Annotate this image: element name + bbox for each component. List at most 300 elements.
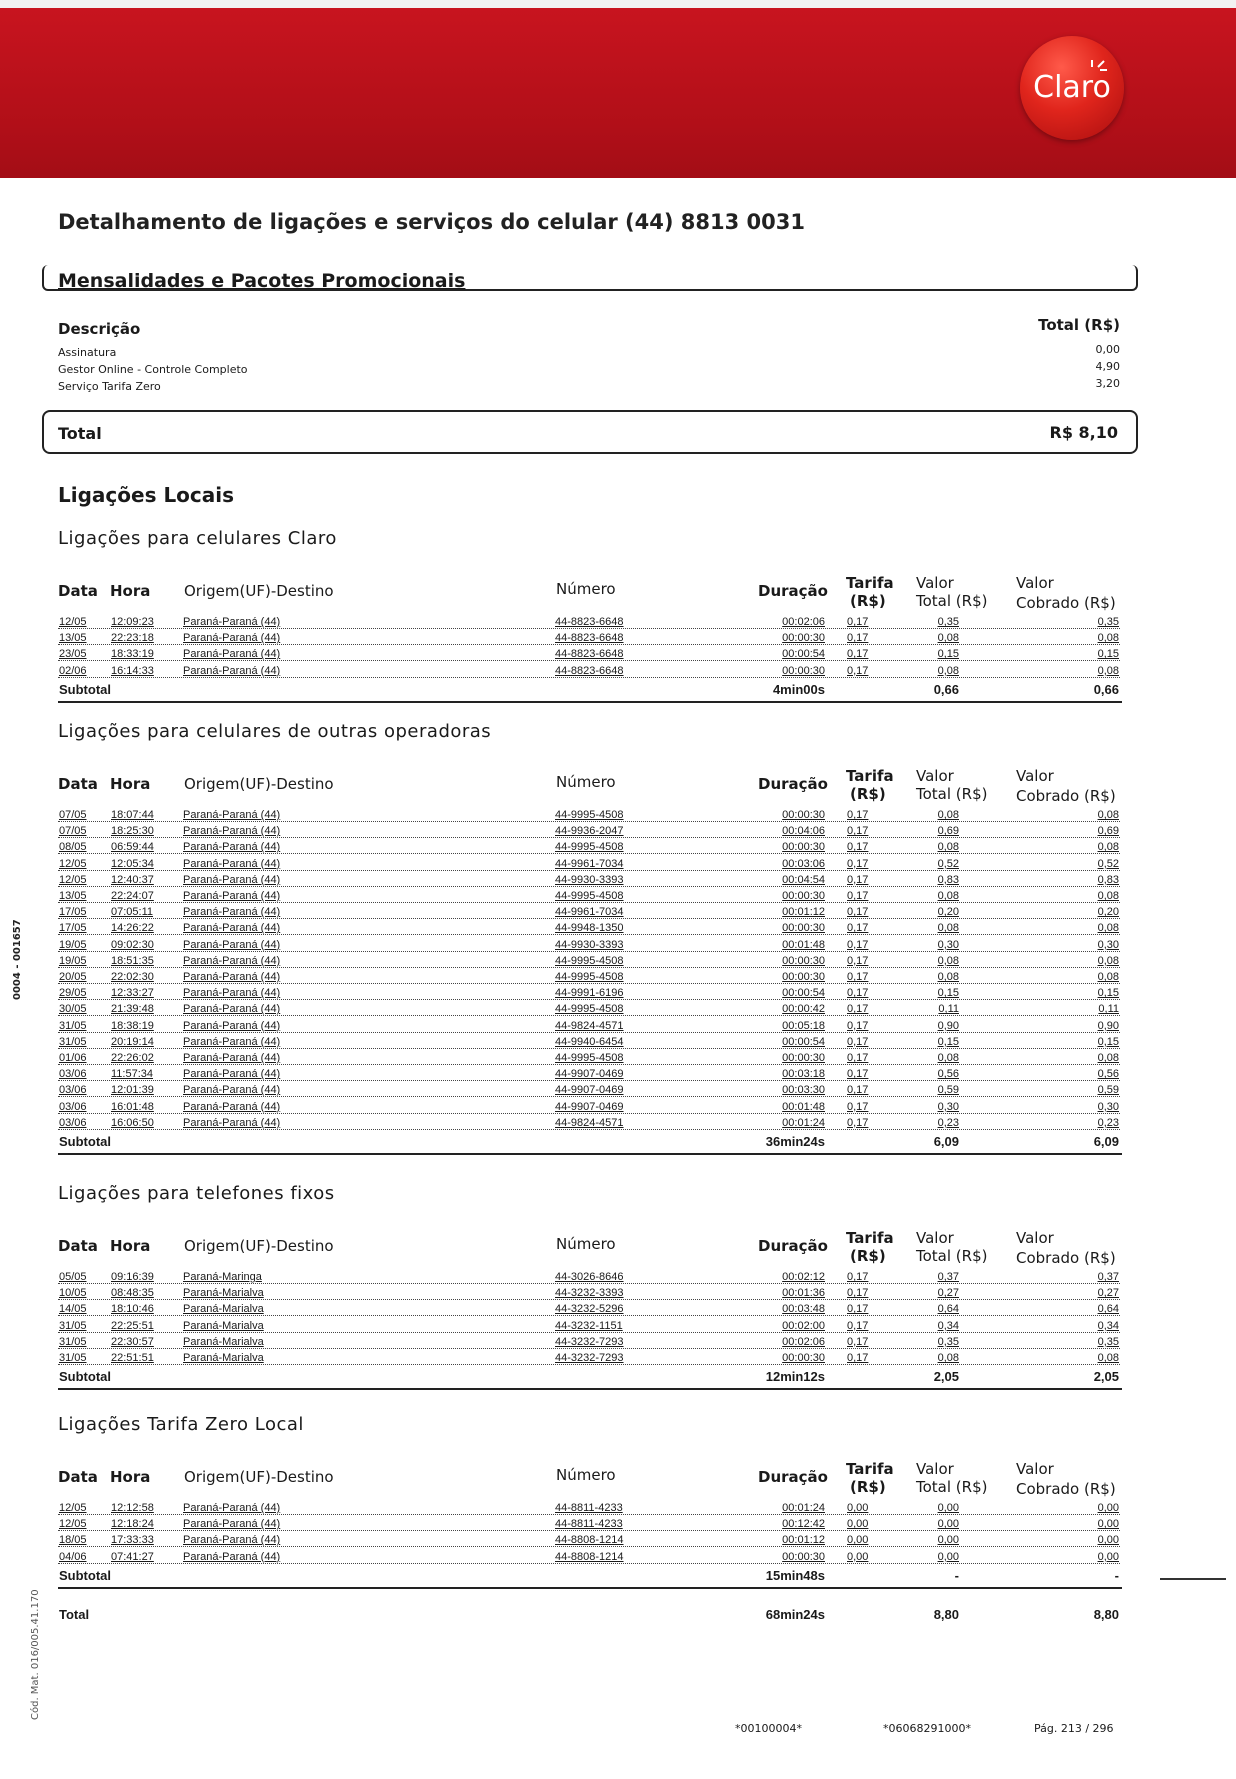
header-valor-cobrado: Valor (1016, 1460, 1054, 1478)
header-origem: Origem(UF)-Destino (184, 1468, 334, 1486)
subtotal-row (58, 682, 1120, 700)
subtotal-label: Subtotal (59, 1134, 111, 1149)
call-total-value: 0,08 (937, 632, 959, 645)
dotted-leader (58, 983, 1120, 984)
subtotal-row (58, 1369, 1120, 1387)
call-date: 03/06 (59, 1100, 87, 1113)
call-date: 12/05 (59, 1502, 87, 1514)
subtotal-charged-value: 2,05 (1093, 1369, 1119, 1385)
call-number: 44-9824-4571 (555, 1019, 624, 1032)
header-tarifa: Tarifa (846, 574, 894, 592)
call-duration: 00:03:48 (782, 1303, 825, 1316)
call-date: 12/05 (59, 616, 87, 628)
call-time: 08:48:35 (111, 1287, 154, 1300)
call-tariff: 0,17 (847, 664, 869, 677)
call-date: 12/05 (59, 873, 87, 886)
mens-item-value: 3,20 (1095, 377, 1120, 390)
col-descricao: Descrição (58, 320, 141, 338)
call-tariff: 0,17 (847, 857, 869, 870)
call-duration: 00:00:54 (782, 987, 825, 1000)
call-origin-destination: Paraná-Paraná (44) (183, 938, 281, 951)
call-tariff: 0,17 (847, 616, 869, 628)
call-tariff: 0,17 (847, 809, 869, 821)
call-number: 44-8823-6648 (555, 664, 624, 677)
header-origem: Origem(UF)-Destino (184, 775, 334, 793)
header-duracao: Duração (758, 1468, 828, 1486)
call-charged-value: 0,08 (1097, 971, 1119, 983)
call-duration: 00:00:30 (782, 841, 825, 854)
call-charged-value: 0,34 (1097, 1319, 1119, 1332)
call-total-value: 0,08 (937, 664, 959, 677)
call-duration: 00:12:42 (782, 1518, 825, 1531)
table-row (58, 1084, 1120, 1100)
call-duration: 00:00:54 (782, 1035, 825, 1048)
call-date: 17/05 (59, 906, 87, 919)
table-row (58, 1052, 1120, 1068)
call-number: 44-9995-4508 (555, 971, 624, 983)
call-date: 18/05 (59, 1534, 87, 1547)
dotted-leader (58, 1096, 1120, 1097)
call-origin-destination: Paraná-Paraná (44) (183, 825, 281, 838)
call-tariff: 0,00 (847, 1550, 869, 1563)
call-charged-value: 0,56 (1097, 1068, 1119, 1081)
call-charged-value: 0,11 (1098, 1003, 1119, 1016)
header-data: Data (58, 1468, 98, 1486)
call-total-value: 0,52 (937, 857, 959, 870)
call-date: 20/05 (59, 971, 87, 983)
call-origin-destination: Paraná-Paraná (44) (183, 890, 281, 902)
dotted-leader (58, 918, 1120, 919)
call-time: 07:41:27 (111, 1550, 154, 1563)
call-tariff: 0,00 (847, 1534, 869, 1547)
dotted-leader (58, 886, 1120, 887)
call-charged-value: 0,00 (1097, 1502, 1119, 1514)
call-time: 09:16:39 (111, 1271, 154, 1283)
dotted-leader (58, 1015, 1120, 1016)
call-origin-destination: Paraná-Marialva (183, 1352, 264, 1364)
call-charged-value: 0,15 (1097, 648, 1119, 661)
call-number: 44-9948-1350 (555, 922, 624, 935)
header-valor-cobrado-unit: Cobrado (R$) (1016, 787, 1116, 805)
dotted-leader (58, 1348, 1120, 1349)
call-charged-value: 0,00 (1097, 1534, 1119, 1547)
call-charged-value: 0,52 (1097, 857, 1119, 870)
call-origin-destination: Paraná-Paraná (44) (183, 841, 281, 854)
call-origin-destination: Paraná-Paraná (44) (183, 1003, 281, 1016)
call-origin-destination: Paraná-Paraná (44) (183, 1550, 281, 1563)
header-hora: Hora (110, 1237, 151, 1255)
subtotal-row (58, 1134, 1120, 1152)
call-number: 44-9995-4508 (555, 841, 624, 854)
call-tariff: 0,17 (847, 825, 869, 838)
mens-item-value: 4,90 (1095, 360, 1120, 373)
call-tariff: 0,17 (847, 922, 869, 935)
call-time: 14:26:22 (111, 922, 154, 935)
call-number: 44-9824-4571 (555, 1116, 624, 1129)
subtotal-duration: 4min00s (772, 681, 825, 697)
call-origin-destination: Paraná-Paraná (44) (183, 1084, 281, 1097)
subtotal-label: Subtotal (59, 1369, 111, 1385)
subtotal-row (58, 1568, 1120, 1586)
call-origin-destination: Paraná-Paraná (44) (183, 1035, 281, 1048)
call-total-value: 0,11 (938, 1003, 959, 1016)
call-duration: 00:00:30 (782, 922, 825, 935)
call-total-value: 0,20 (937, 906, 959, 919)
dotted-leader (58, 999, 1120, 1000)
call-charged-value: 0,35 (1097, 616, 1119, 628)
call-duration: 00:02:06 (782, 616, 825, 628)
call-charged-value: 0,69 (1097, 825, 1119, 838)
header-tarifa: Tarifa (846, 1229, 894, 1247)
call-date: 13/05 (59, 632, 87, 645)
call-total-value: 0,23 (937, 1116, 959, 1129)
call-duration: 00:00:30 (782, 890, 825, 902)
dotted-leader (58, 1514, 1120, 1515)
call-total-value: 0,00 (937, 1502, 959, 1514)
mens-item-desc: Gestor Online - Controle Completo (58, 363, 248, 376)
call-duration: 00:01:24 (782, 1502, 825, 1514)
call-number: 44-9936-2047 (555, 825, 624, 838)
table-row (58, 890, 1120, 906)
call-time: 22:23:18 (111, 632, 154, 645)
call-duration: 00:00:30 (782, 954, 825, 967)
call-origin-destination: Paraná-Paraná (44) (183, 873, 281, 886)
call-total-value: 0,08 (937, 954, 959, 967)
call-time: 12:05:34 (111, 857, 154, 870)
call-duration: 00:00:42 (782, 1003, 825, 1016)
dotted-leader (58, 821, 1120, 822)
call-date: 12/05 (59, 857, 87, 870)
mens-item-desc: Assinatura (58, 346, 117, 359)
table-row (58, 971, 1120, 987)
call-tariff: 0,17 (847, 1100, 869, 1113)
subtotal-charged-value: - (1114, 1567, 1119, 1583)
table-row (58, 955, 1120, 971)
call-number: 44-8823-6648 (555, 648, 624, 661)
call-date: 01/06 (59, 1052, 87, 1064)
call-time: 18:38:19 (111, 1019, 154, 1032)
call-date: 03/06 (59, 1068, 87, 1081)
table-row (58, 858, 1120, 874)
call-number: 44-9907-0469 (555, 1100, 624, 1113)
call-duration: 00:00:54 (782, 648, 825, 661)
call-duration: 00:05:18 (782, 1019, 825, 1032)
call-origin-destination: Paraná-Marialva (183, 1335, 264, 1348)
call-charged-value: 0,64 (1097, 1303, 1119, 1316)
edge-mark (1160, 1578, 1226, 1580)
call-tariff: 0,17 (847, 1271, 869, 1283)
table-row (58, 906, 1120, 922)
call-charged-value: 0,30 (1097, 1100, 1119, 1113)
call-total-value: 0,08 (937, 1352, 959, 1364)
dotted-leader (58, 1080, 1120, 1081)
call-duration: 00:01:12 (782, 906, 825, 919)
call-time: 18:25:30 (111, 825, 154, 838)
call-tariff: 0,17 (847, 954, 869, 967)
call-charged-value: 0,27 (1097, 1287, 1119, 1300)
dotted-leader (58, 677, 1120, 678)
call-total-value: 0,27 (937, 1287, 959, 1300)
call-charged-value: 0,20 (1097, 906, 1119, 919)
call-number: 44-9995-4508 (555, 954, 624, 967)
header-tarifa-unit: (R$) (850, 592, 886, 610)
call-duration: 00:04:06 (782, 825, 825, 838)
dotted-leader (58, 1364, 1120, 1365)
mensalidades-total-box (42, 410, 1138, 454)
call-total-value: 0,64 (937, 1303, 959, 1316)
top-strip (0, 0, 1236, 8)
call-charged-value: 0,08 (1097, 1052, 1119, 1064)
call-time: 18:33:19 (111, 648, 154, 661)
dotted-leader (58, 902, 1120, 903)
call-date: 30/05 (59, 1003, 87, 1016)
call-charged-value: 0,08 (1097, 922, 1119, 935)
table-row (58, 809, 1120, 825)
call-time: 12:33:27 (111, 987, 154, 1000)
table-row (58, 648, 1120, 664)
header-valor-total: Valor (916, 767, 954, 785)
call-total-value: 0,00 (937, 1550, 959, 1563)
call-time: 09:02:30 (111, 938, 154, 951)
section-subtitle: Ligações para celulares de outras operadoras (58, 721, 492, 742)
call-number: 44-8823-6648 (555, 616, 624, 628)
batch-code: 0004 - 001657 (12, 919, 23, 1000)
call-tariff: 0,17 (847, 938, 869, 951)
call-date: 31/05 (59, 1352, 87, 1364)
call-duration: 00:00:30 (782, 809, 825, 821)
call-origin-destination: Paraná-Paraná (44) (183, 632, 281, 645)
table-row (58, 1271, 1120, 1287)
dotted-leader (58, 934, 1120, 935)
table-row (58, 1003, 1120, 1019)
call-time: 12:09:23 (111, 616, 154, 628)
dotted-leader (58, 1546, 1120, 1547)
call-time: 18:10:46 (111, 1303, 154, 1316)
header-valor-total-unit: Total (R$) (916, 1478, 988, 1496)
call-tariff: 0,17 (847, 971, 869, 983)
header-tarifa-unit: (R$) (850, 1478, 886, 1496)
call-duration: 00:03:30 (782, 1084, 825, 1097)
header-hora: Hora (110, 775, 151, 793)
call-total-value: 0,35 (937, 616, 959, 628)
header-tarifa: Tarifa (846, 767, 894, 785)
grand-total-value: 8,80 (933, 1607, 959, 1622)
call-time: 06:59:44 (111, 841, 154, 854)
call-origin-destination: Paraná-Paraná (44) (183, 1052, 281, 1064)
call-total-value: 0,15 (937, 1035, 959, 1048)
table-row (58, 1336, 1120, 1352)
table-row (58, 1551, 1120, 1567)
subtotal-total-value: - (954, 1567, 959, 1583)
header-valor-cobrado: Valor (1016, 1229, 1054, 1247)
total-label: Total (58, 424, 102, 443)
call-total-value: 0,30 (937, 938, 959, 951)
call-time: 11:57:34 (111, 1068, 154, 1081)
dotted-leader (58, 1032, 1120, 1033)
call-charged-value: 0,00 (1097, 1550, 1119, 1563)
table-row (58, 1020, 1120, 1036)
call-total-value: 0,35 (937, 1335, 959, 1348)
call-date: 19/05 (59, 954, 87, 967)
table-row (58, 987, 1120, 1003)
table-row (58, 841, 1120, 857)
call-date: 31/05 (59, 1019, 87, 1032)
call-tariff: 0,17 (847, 987, 869, 1000)
call-number: 44-8823-6648 (555, 632, 624, 645)
call-duration: 00:01:36 (782, 1287, 825, 1300)
dotted-leader (58, 1048, 1120, 1049)
call-tariff: 0,17 (847, 841, 869, 854)
call-total-value: 0,08 (937, 1052, 959, 1064)
call-origin-destination: Paraná-Paraná (44) (183, 616, 281, 628)
section-rule (58, 1153, 1122, 1155)
call-charged-value: 0,15 (1097, 987, 1119, 1000)
header-valor-cobrado-unit: Cobrado (R$) (1016, 1480, 1116, 1498)
call-time: 22:24:07 (111, 890, 154, 902)
call-tariff: 0,17 (847, 1052, 869, 1064)
call-total-value: 0,00 (937, 1534, 959, 1547)
call-origin-destination: Paraná-Paraná (44) (183, 1502, 281, 1514)
call-total-value: 0,34 (937, 1319, 959, 1332)
header-valor-cobrado-unit: Cobrado (R$) (1016, 1249, 1116, 1267)
subtotal-total-value: 0,66 (933, 681, 959, 697)
call-total-value: 0,15 (937, 648, 959, 661)
call-origin-destination: Paraná-Marialva (183, 1287, 264, 1300)
material-code: Cód. Mat. 016/005.41.170 (30, 1589, 41, 1720)
call-number: 44-9961-7034 (555, 857, 624, 870)
call-charged-value: 0,08 (1097, 841, 1119, 854)
call-total-value: 0,08 (937, 971, 959, 983)
call-time: 16:06:50 (111, 1116, 154, 1129)
table-row (58, 1320, 1120, 1336)
call-number: 44-9930-3393 (555, 938, 624, 951)
table-row (58, 1287, 1120, 1303)
grand-total-duration: 68min24s (765, 1607, 825, 1622)
header-numero: Número (556, 773, 616, 791)
subtotal-charged-value: 6,09 (1093, 1134, 1119, 1149)
call-tariff: 0,17 (847, 1019, 869, 1032)
header-valor-total-unit: Total (R$) (916, 785, 988, 803)
call-date: 03/06 (59, 1084, 87, 1097)
total-value: R$ 8,10 (1049, 423, 1118, 442)
call-time: 22:02:30 (111, 971, 154, 983)
call-number: 44-9995-4508 (555, 1003, 624, 1016)
call-charged-value: 0,90 (1097, 1019, 1119, 1032)
dotted-leader (58, 1530, 1120, 1531)
col-total: Total (R$) (1038, 316, 1120, 334)
subtotal-total-value: 2,05 (933, 1369, 959, 1385)
call-time: 12:01:39 (111, 1084, 154, 1097)
call-date: 31/05 (59, 1035, 87, 1048)
call-duration: 00:02:12 (782, 1271, 825, 1283)
call-tariff: 0,17 (847, 1084, 869, 1097)
header-duracao: Duração (758, 775, 828, 793)
call-time: 07:05:11 (111, 906, 154, 919)
call-tariff: 0,17 (847, 906, 869, 919)
call-duration: 00:02:00 (782, 1319, 825, 1332)
footer-code-2: *06068291000* (883, 1722, 971, 1735)
call-tariff: 0,17 (847, 648, 869, 661)
grand-total-row (58, 1607, 1120, 1627)
header-valor-total-unit: Total (R$) (916, 1247, 988, 1265)
call-time: 20:19:14 (111, 1035, 154, 1048)
call-duration: 00:01:12 (782, 1534, 825, 1547)
call-time: 22:25:51 (111, 1319, 154, 1332)
header-duracao: Duração (758, 582, 828, 600)
call-duration: 00:03:06 (782, 857, 825, 870)
call-total-value: 0,00 (937, 1518, 959, 1531)
call-time: 12:18:24 (111, 1518, 154, 1531)
call-total-value: 0,56 (937, 1068, 959, 1081)
table-row (58, 939, 1120, 955)
call-tariff: 0,17 (847, 890, 869, 902)
call-time: 12:12:58 (111, 1502, 154, 1514)
call-date: 07/05 (59, 825, 87, 838)
section-rule (58, 701, 1122, 703)
call-tariff: 0,00 (847, 1518, 869, 1531)
grand-total-charged: 8,80 (1093, 1607, 1119, 1622)
call-duration: 00:00:30 (782, 1052, 825, 1064)
call-time: 22:26:02 (111, 1052, 154, 1064)
call-date: 31/05 (59, 1335, 87, 1348)
call-tariff: 0,17 (847, 1335, 869, 1348)
call-number: 44-9907-0469 (555, 1068, 624, 1081)
call-time: 18:51:35 (111, 954, 154, 967)
header-tarifa-unit: (R$) (850, 1247, 886, 1265)
header-valor-total: Valor (916, 1229, 954, 1247)
call-time: 22:30:57 (111, 1335, 154, 1348)
call-total-value: 0,90 (937, 1019, 959, 1032)
header-valor-total: Valor (916, 1460, 954, 1478)
subtotal-duration: 12min12s (765, 1369, 825, 1385)
call-date: 08/05 (59, 841, 87, 854)
dotted-leader (58, 644, 1120, 645)
mensalidades-title: Mensalidades e Pacotes Promocionais (58, 270, 466, 292)
call-total-value: 0,08 (937, 890, 959, 902)
call-tariff: 0,17 (847, 1035, 869, 1048)
call-number: 44-3232-7293 (555, 1352, 624, 1364)
call-origin-destination: Paraná-Maringa (183, 1271, 262, 1283)
header-hora: Hora (110, 582, 151, 600)
call-charged-value: 0,08 (1097, 809, 1119, 821)
call-date: 12/05 (59, 1518, 87, 1531)
header-hora: Hora (110, 1468, 151, 1486)
header-valor-cobrado-unit: Cobrado (R$) (1016, 594, 1116, 612)
call-charged-value: 0,08 (1097, 632, 1119, 645)
call-origin-destination: Paraná-Marialva (183, 1303, 264, 1316)
page-number: Pág. 213 / 296 (1034, 1722, 1114, 1735)
call-duration: 00:00:30 (782, 1550, 825, 1563)
call-duration: 00:00:30 (782, 632, 825, 645)
call-time: 18:07:44 (111, 809, 154, 821)
call-date: 19/05 (59, 938, 87, 951)
call-number: 44-9991-6196 (555, 987, 624, 1000)
call-origin-destination: Paraná-Paraná (44) (183, 1019, 281, 1032)
mens-item-desc: Serviço Tarifa Zero (58, 380, 161, 393)
call-number: 44-9930-3393 (555, 873, 624, 886)
dotted-leader (58, 1113, 1120, 1114)
section-subtitle: Ligações para celulares Claro (58, 528, 337, 549)
subtotal-duration: 15min48s (765, 1567, 825, 1583)
page-title: Detalhamento de ligações e serviços do celular (44) 8813 0031 (58, 210, 805, 234)
header-origem: Origem(UF)-Destino (184, 582, 334, 600)
dotted-leader (58, 628, 1120, 629)
call-total-value: 0,08 (937, 809, 959, 821)
dotted-leader (58, 951, 1120, 952)
call-charged-value: 0,08 (1097, 664, 1119, 677)
call-number: 44-9995-4508 (555, 1052, 624, 1064)
table-row (58, 1352, 1120, 1368)
